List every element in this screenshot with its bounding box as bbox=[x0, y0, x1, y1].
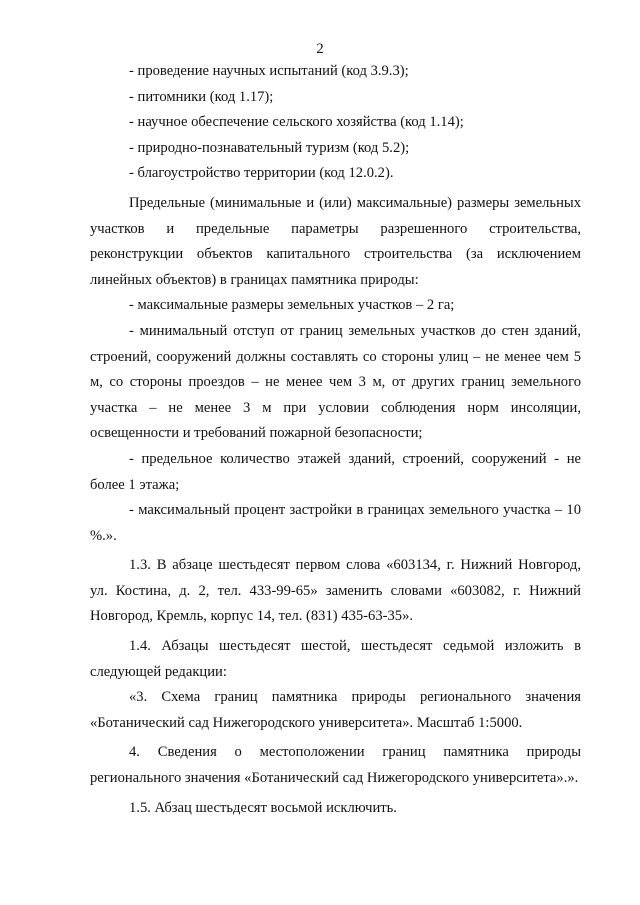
paragraph-scheme-3: «3. Схема границ памятника природы регионального значения «Ботанический сад Нижегородского университета». Масштаб 1:5000. bbox=[90, 689, 581, 731]
list-item-agricultural-support: - научное обеспечение сельского хозяйства (код 1.14); bbox=[129, 114, 464, 131]
list-item-nurseries: - питомники (код 1.17); bbox=[129, 88, 274, 105]
list-item-max-floors: - предельное количество этажей зданий, строений, сооружений - не более 1 этажа; bbox=[90, 450, 581, 493]
list-item-eco-tourism: - природно-познавательный туризм (код 5.2); bbox=[129, 139, 410, 156]
document-body bbox=[90, 59, 581, 821]
list-item-max-plot-size: - максимальные размеры земельных участков – 2 га; bbox=[129, 297, 455, 314]
paragraph-amendment-1-5: 1.5. Абзац шестьдесят восьмой исключить. bbox=[129, 799, 397, 816]
page-number: 2 bbox=[316, 41, 324, 57]
paragraph-limit-parameters: Предельные (минимальные и (или) максимальные) размеры земельных участков и предельные параметры разрешенного строительства, реконструкции объектов капитального строительства (за исключением линейных объектов) в границах памятника природы: bbox=[90, 194, 581, 288]
list-item-landscaping: - благоустройство территории (код 12.0.2). bbox=[129, 165, 394, 182]
list-item-min-setback: - минимальный отступ от границ земельных участков до стен зданий, строений, сооружений должны составлять со стороны улиц – не менее чем 5 м, со стороны проездов – не менее чем 3 м, от других границ земельного участка – не менее 3 м при условии соблюдения норм инсоляции, освещенности и требований пожарной безопасности; bbox=[90, 322, 581, 442]
paragraph-location-info-4: 4. Сведения о местоположении границ памятника природы регионального значения «Ботанический сад Нижегородского университета».». bbox=[90, 744, 581, 787]
list-item-max-building-percent: - максимальный процент застройки в границах земельного участка – 10 %.». bbox=[90, 502, 581, 544]
list-item-scientific-testing: - проведение научных испытаний (код 3.9.3); bbox=[129, 63, 409, 79]
paragraph-amendment-1-4: 1.4. Абзацы шестьдесят шестой, шестьдесят седьмой изложить в следующей редакции: bbox=[90, 638, 581, 680]
paragraph-amendment-1-3: 1.3. В абзаце шестьдесят первом слова «603134, г. Нижний Новгород, ул. Костина, д. 2, тел. 433-99-65» заменить словами «603082, г. Нижний Новгород, Кремль, корпус 14, тел. (831) 435-63-35». bbox=[90, 557, 581, 625]
